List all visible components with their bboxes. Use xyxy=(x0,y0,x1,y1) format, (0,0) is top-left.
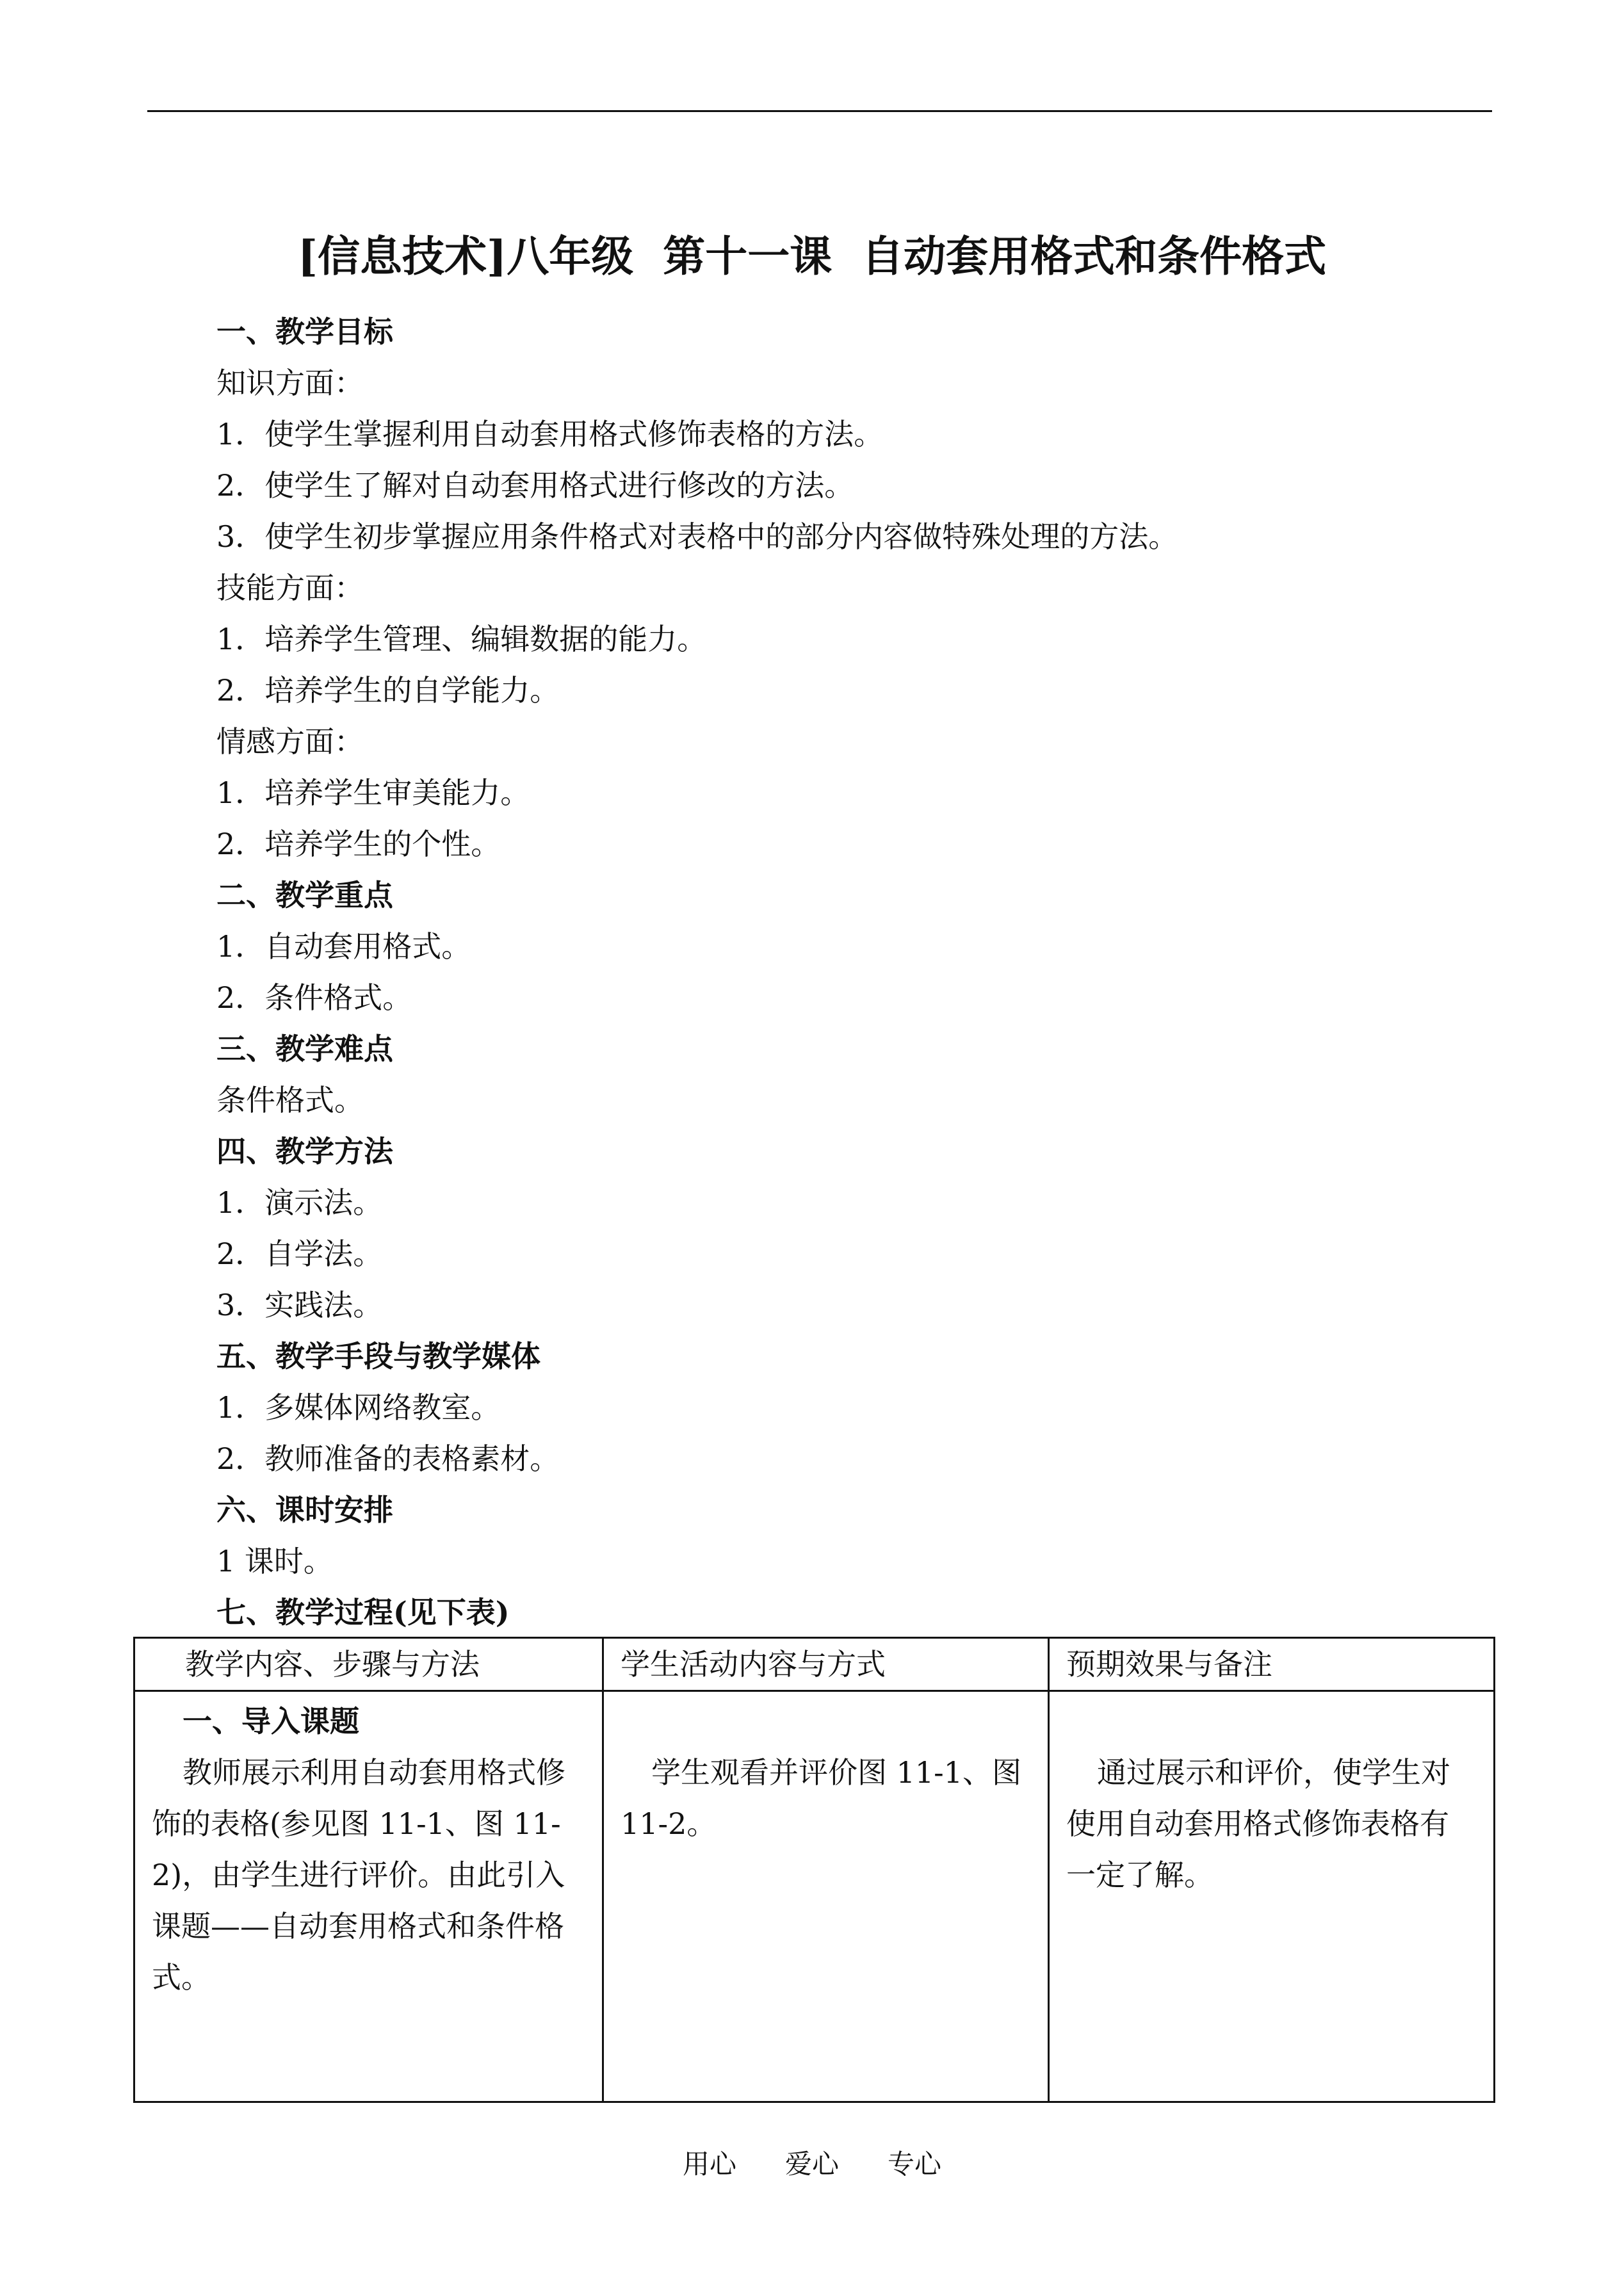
table-header-cell: 教学内容、步骤与方法 xyxy=(134,1638,603,1691)
body-line: 技能方面： xyxy=(216,571,364,605)
body-line: 2．条件格式。 xyxy=(216,980,412,1015)
body-line: 1．自动套用格式。 xyxy=(216,929,471,964)
body-line: 2．使学生了解对自动套用格式进行修改的方法。 xyxy=(216,468,854,503)
body-line: 1．演示法。 xyxy=(216,1185,383,1220)
table-cell-student-activity xyxy=(603,1691,1049,2102)
body-line: 2．教师准备的表格素材。 xyxy=(216,1441,560,1476)
body-line: 1．使学生掌握利用自动套用格式修饰表格的方法。 xyxy=(216,417,884,451)
footer-motto: 用心 xyxy=(682,2148,736,2180)
page-footer xyxy=(0,2145,1624,2184)
body-line: 1．多媒体网络教室。 xyxy=(216,1390,501,1425)
body-line: 3．使学生初步掌握应用条件格式对表格中的部分内容做特殊处理的方法。 xyxy=(216,519,1178,554)
body-line: 条件格式。 xyxy=(216,1083,364,1117)
table-header-cell: 学生活动内容与方式 xyxy=(603,1638,1049,1691)
body-line: 知识方面： xyxy=(216,366,364,400)
body-line: 情感方面： xyxy=(216,724,364,759)
table-cell-expected-effect xyxy=(1049,1691,1495,2102)
cell-paragraph: 学生观看并评价图 11-1、图 11-2。 xyxy=(621,1755,1021,1841)
table-header-row xyxy=(134,1638,1495,1691)
cell-heading: 一、导入课题 xyxy=(183,1704,359,1739)
body-line: 3．实践法。 xyxy=(216,1288,383,1322)
section-heading: 二、教学重点 xyxy=(216,878,393,912)
body-line: 1 课时。 xyxy=(216,1544,333,1578)
teaching-process-table xyxy=(133,1637,1495,2103)
section-heading: 一、教学目标 xyxy=(216,314,393,349)
cell-paragraph: 通过展示和评价，使学生对使用自动套用格式修饰表格有一定了解。 xyxy=(1066,1755,1450,1892)
cell-paragraph: 教师展示利用自动套用格式修饰的表格(参见图 11-1、图 11-2)，由学生进行评价。由此引入课题——自动套用格式和条件格式。 xyxy=(152,1755,565,1995)
section-heading: 七、教学过程(见下表) xyxy=(216,1595,510,1630)
body-line: 2．自学法。 xyxy=(216,1237,383,1271)
body-line: 2．培养学生的个性。 xyxy=(216,827,501,861)
table-cell-content-steps xyxy=(134,1691,603,2102)
section-heading: 五、教学手段与教学媒体 xyxy=(216,1339,540,1374)
table-row xyxy=(134,1691,1495,2102)
body-line: 1．培养学生管理、编辑数据的能力。 xyxy=(216,622,707,656)
footer-motto: 专心 xyxy=(888,2148,942,2180)
lesson-body xyxy=(216,306,1491,1638)
body-line: 1．培养学生审美能力。 xyxy=(216,775,530,810)
footer-motto: 爱心 xyxy=(784,2148,839,2180)
section-heading: 六、课时安排 xyxy=(216,1493,393,1527)
section-heading: 四、教学方法 xyxy=(216,1134,393,1169)
body-line: 2．培养学生的自学能力。 xyxy=(216,673,560,708)
section-heading: 三、教学难点 xyxy=(216,1032,393,1066)
header-rule xyxy=(147,110,1492,112)
table-header-cell: 预期效果与备注 xyxy=(1049,1638,1495,1691)
document-title: [信息技术]八年级 第十一课 自动套用格式和条件格式 xyxy=(297,231,1327,281)
